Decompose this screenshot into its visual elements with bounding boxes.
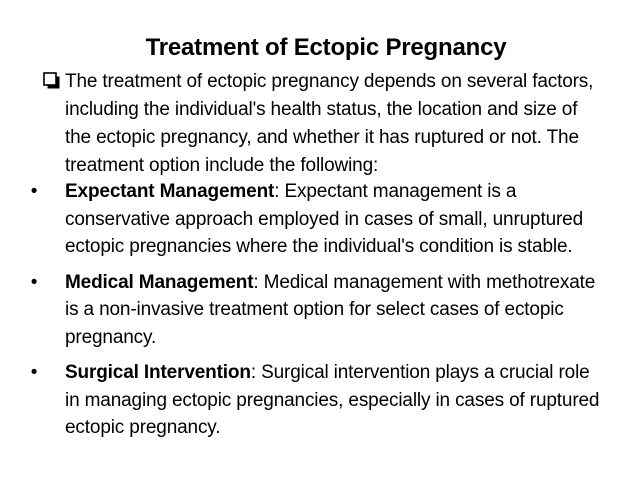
- bullet-text: Medical management with methotrexate is a non-invasive treatment option for select cases of ectopic pregnancy.: [65, 271, 596, 348]
- slide-title: Treatment of Ectopic Pregnancy: [145, 34, 507, 61]
- intro-text: The treatment of ectopic pregnancy depends on several factors, including the individual's health status, the location and size of the ectopic pregnancy, and whether it has ruptured or not. The treatment option include the following:: [65, 71, 594, 176]
- bullet-text: Surgical intervention plays a crucial role in managing ectopic pregnancies, especially in cases of ruptured ectopic pregnancy.: [65, 362, 600, 438]
- bullet-term: Medical Management: [65, 271, 254, 293]
- bullet-dot-icon: •: [30, 271, 38, 293]
- bullet-term: Surgical Intervention: [65, 362, 251, 383]
- list-item-medical-management: [28, 269, 608, 352]
- bullet-separator: :: [250, 362, 256, 383]
- intro-paragraph: [43, 68, 603, 180]
- bullet-dot-icon: •: [30, 362, 38, 383]
- treatment-list: [28, 178, 608, 450]
- bullet-dot-icon: •: [30, 181, 38, 202]
- bullet-separator: :: [253, 271, 259, 293]
- bullet-term: Expectant Management: [65, 181, 275, 202]
- list-item-surgical-intervention: [28, 359, 608, 442]
- list-item-expectant-management: [28, 178, 608, 261]
- bullet-separator: :: [274, 181, 280, 202]
- hollow-square-bullet-icon: [43, 72, 61, 90]
- bullet-text: Expectant management is a conservative approach employed in cases of small, unruptured ectopic pregnancies where the individual's condition is stable.: [65, 181, 584, 257]
